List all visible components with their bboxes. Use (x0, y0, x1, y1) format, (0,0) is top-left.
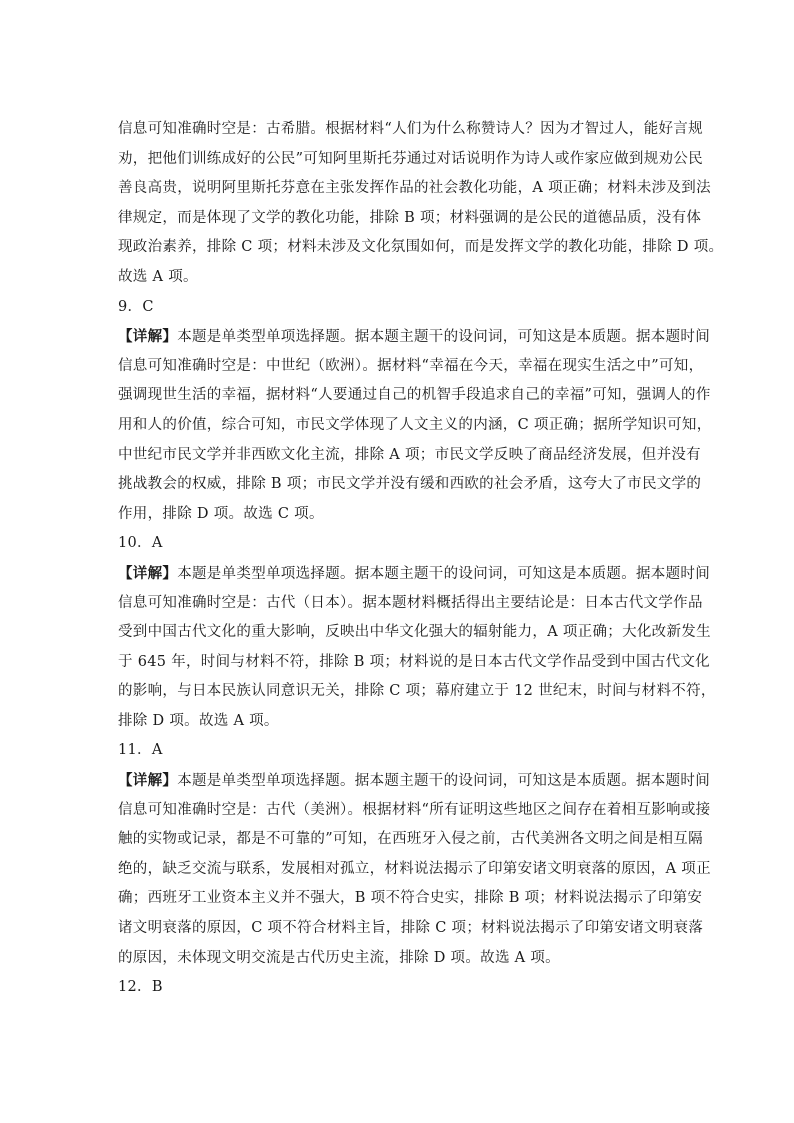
question-number: 10．A (118, 535, 163, 552)
question-number: 9．C (118, 298, 154, 315)
text-line: 作用，排除 D 项。故选 C 项。 (118, 505, 324, 522)
explanation-tag: 【详解】 (118, 328, 178, 346)
text-line: 信息可知准确时空是：古代（美洲）。根据材料“所有证明这些地区之间存在着相互影响或接 (118, 801, 711, 818)
text-line: 信息可知准确时空是：古代（日本）。据本题材料概括得出主要结论是：日本古代文学作品 (118, 594, 703, 611)
question-number: 12．B (118, 979, 163, 996)
text-line (118, 559, 710, 589)
text-line: 信息可知准确时空是：古希腊。根据材料“人们为什么称赞诗人？因为才智过人，能好言规 (118, 121, 703, 137)
explanation-first-line: 本题是单类型单项选择题。据本题主题干的设问词，可知这是本质题。据本题时间 (177, 773, 710, 790)
text-line: 现政治素养，排除 C 项；材料未涉及文化氛围如何，而是发挥文学的教化功能，排除 D 项。 (118, 239, 724, 256)
text-line (118, 766, 710, 796)
text-line: 诸文明衰落的原因，C 项不符合材料主旨，排除 C 项；材料说法揭示了印第安诸文明衰落 (118, 920, 704, 937)
text-line: 信息可知准确时空是：中世纪（欧洲）。据材料“幸福在今天，幸福在现实生活之中”可知， (118, 357, 704, 374)
text-line: 绝的，缺乏交流与联系，发展相对孤立，材料说法揭示了印第安诸文明衰落的原因，A 项正 (118, 860, 711, 877)
text-line: 的原因，未体现文明交流是古代历史主流，排除 D 项。故选 A 项。 (118, 949, 560, 966)
explanation-first-line: 本题是单类型单项选择题。据本题主题干的设问词，可知这是本质题。据本题时间 (177, 329, 710, 346)
text-line: 的影响，与日本民族认同意识无关，排除 C 项；幕府建立于 12 世纪末，时间与材料不符， (118, 683, 716, 700)
explanation-tag: 【详解】 (118, 564, 178, 582)
text-line: 劝，把他们训练成好的公民”可知阿里斯托芬通过对话说明作为诗人或作家应做到规劝公民 (118, 150, 703, 167)
text-line: 强调现世生活的幸福，据材料“人要通过自己的机智手段追求自己的幸福”可知，强调人的作 (118, 387, 711, 404)
answer-explanations (118, 115, 724, 1003)
text-line: 确；西班牙工业资本主义并不强大，B 项不符合史实，排除 B 项；材料说法揭示了印第安 (118, 890, 703, 907)
text-line: 律规定，而是体现了文学的教化功能，排除 B 项；材料强调的是公民的道德品质，没有体 (118, 209, 702, 226)
question-9 (118, 293, 712, 530)
text-line: 挑战教会的权威，排除 B 项；市民文学并没有缓和西欧的社会矛盾，这夸大了市民文学的 (118, 476, 702, 493)
text-line: 排除 D 项。故选 A 项。 (118, 712, 279, 729)
question-10 (118, 529, 716, 736)
text-line: 中世纪市民文学并非西欧文化主流，排除 A 项；市民文学反映了商品经济发展，但并没有 (118, 446, 701, 463)
text-line: 故选 A 项。 (118, 268, 198, 285)
text-line (118, 322, 710, 352)
explanation-first-line: 本题是单类型单项选择题。据本题主题干的设问词，可知这是本质题。据本题时间 (177, 565, 710, 582)
text-line: 用和人的价值，综合可知，市民文学体现了人文主义的内涵，C 项正确；据所学知识可知， (118, 416, 712, 433)
question-number: 11．A (118, 742, 163, 759)
text-line: 受到中国古代文化的重大影响，反映出中华文化强大的辐射能力，A 项正确；大化改新发生 (118, 624, 711, 641)
text-line: 触的实物或记录，都是不可靠的”可知，在西班牙入侵之前，古代美洲各文明之间是相互隔 (118, 831, 703, 848)
explanation-tag: 【详解】 (118, 772, 178, 790)
question-11 (118, 736, 711, 973)
question-12 (118, 973, 684, 1003)
text-line: 善良高贵，说明阿里斯托芬意在主张发挥作品的社会教化功能，A 项正确；材料未涉及到法 (118, 180, 711, 197)
explanation-q8-continued (118, 115, 724, 293)
text-line: 于 645 年，时间与材料不符，排除 B 项；材料说的是日本古代文学作品受到中国古代文化 (118, 653, 710, 670)
